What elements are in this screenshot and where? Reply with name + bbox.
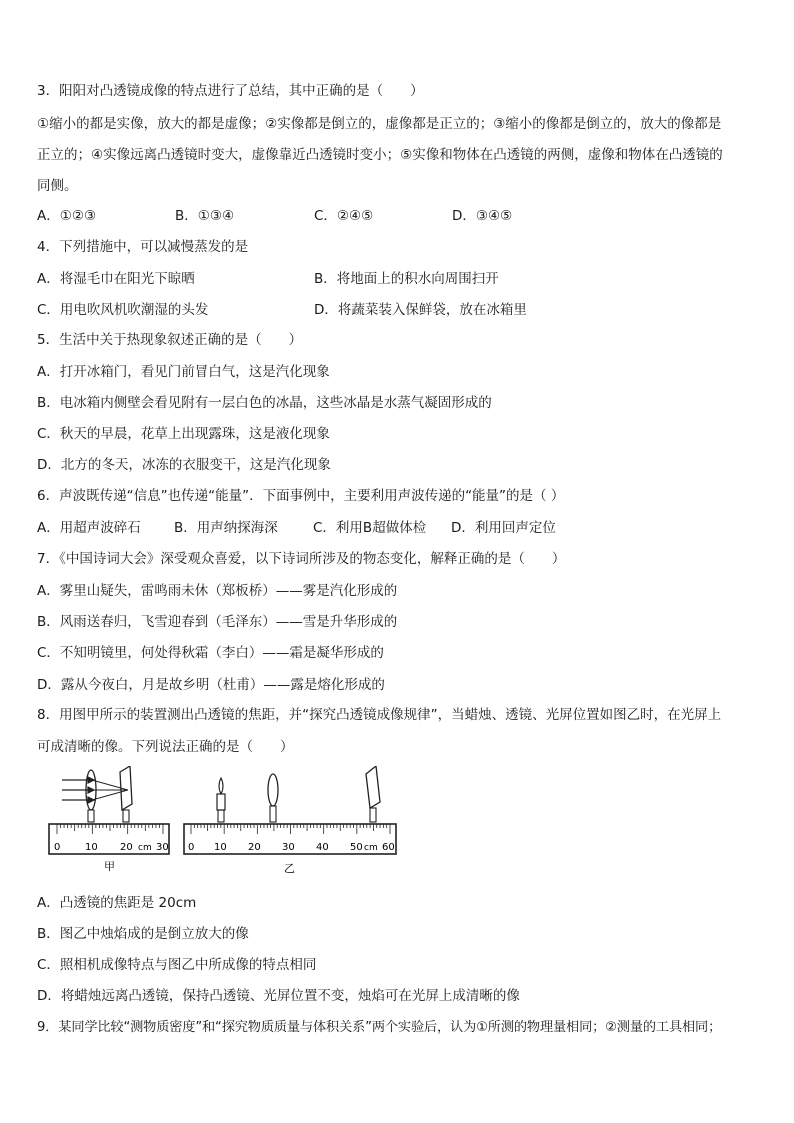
q5-stem: 5．生活中关于热现象叙述正确的是（ ） [37,332,303,348]
q7-option-a: A．雾里山疑失，雷鸣雨未休（郑板桥）——雾是汽化形成的 [37,583,398,599]
tick-label-yi-cm: cm [364,843,378,853]
figure-caption-yi: 乙 [284,862,295,875]
tick-label-jia-0: 0 [54,842,61,853]
figure-yi [184,766,396,875]
light-screen-yi [366,766,380,808]
q5-option-d: D．北方的冬天，冰冻的衣服变干，这是汽化现象 [37,457,331,473]
tick-label-yi-0: 0 [188,842,195,853]
q6-option-b: B．用声纳探海深 [174,520,278,536]
tick-label-yi-40: 40 [316,842,329,853]
optical-bench-figure [40,766,400,878]
q6-option-a: A．用超声波碎石 [37,520,141,536]
q4-option-a: A．将湿毛巾在阳光下晾晒 [37,271,195,287]
q8-option-a: A．凸透镜的焦距是 20cm [37,895,197,911]
q6-option-c: C．利用B超做体检 [313,520,427,536]
q8-stem-line2: 可成清晰的像。下列说法正确的是（ ） [37,739,294,755]
q7-option-d: D．露从今夜白，月是故乡明（杜甫）——露是熔化形成的 [37,677,385,693]
q5-option-a: A．打开冰箱门，看见门前冒白气，这是汽化现象 [37,364,330,380]
converging-rays [92,780,128,800]
q8-stem-line1: 8．用图甲所示的装置测出凸透镜的焦距，并“探究凸透镜成像规律”，当蜡烛、透镜、光屏位置如图乙时，在光屏上 [37,707,722,723]
q3-body-line3: 同侧。 [37,178,78,194]
q5-option-c: C．秋天的早晨，花草上出现露珠，这是液化现象 [37,426,330,442]
q7-option-b: B．风雨送春归，飞雪迎春到（毛泽东）——雪是升华形成的 [37,614,398,630]
q8-option-c: C．照相机成像特点与图乙中所成像的特点相同 [37,957,317,973]
candle [217,778,225,822]
q4-stem: 4．下列措施中，可以减慢蒸发的是 [37,239,249,255]
q7-option-c: C．不知明镜里，何处得秋霜（李白）——霜是凝华形成的 [37,645,384,661]
q3-body-line1: ①缩小的都是实像，放大的都是虚像；②实像都是倒立的，虚像都是正立的；③缩小的像都是倒立的，放大的像都是 [37,116,722,132]
tick-label-yi-10: 10 [214,842,227,853]
tick-label-yi-20: 20 [248,842,261,853]
convex-lens-yi [268,774,278,806]
q6-option-d: D．利用回声定位 [451,520,556,536]
figure-caption-jia: 甲 [104,860,115,873]
q3-option-b: B．①③④ [175,208,235,224]
tick-label-yi-50: 50 [350,842,363,853]
q9-stem: 9．某同学比较“测物质密度”和“探究物质质量与体积关系”两个实验后，认为①所测的物理量相同；②测量的工具相同； [37,1020,722,1035]
q6-stem: 6．声波既传递“信息”也传递“能量”．下面事例中，主要利用声波传递的“能量”的是（ ） [37,488,565,504]
tick-label-jia-30: 30 [156,842,169,853]
tick-label-jia-10: 10 [85,842,98,853]
q3-option-d: D．③④⑤ [452,208,513,224]
q3-option-a: A．①②③ [37,208,97,224]
figure-jia [49,766,169,873]
q5-option-b: B．电冰箱内侧壁会看见附有一层白色的冰晶，这些冰晶是水蒸气凝固形成的 [37,395,492,411]
q4-option-d: D．将蔬菜装入保鲜袋，放在冰箱里 [314,302,527,318]
q3-stem: 3．阳阳对凸透镜成像的特点进行了总结，其中正确的是（ ） [37,83,424,99]
tick-label-yi-30: 30 [282,842,295,853]
q3-option-c: C．②④⑤ [314,208,374,224]
q4-option-b: B．将地面上的积水向周围扫开 [314,271,499,287]
q7-stem: 7．《中国诗词大会》深受观众喜爱，以下诗词所涉及的物态变化，解释正确的是（ ） [37,551,566,567]
q4-option-c: C．用电吹风机吹潮湿的头发 [37,302,209,318]
tick-label-yi-60: 60 [382,842,395,853]
parallel-light-rays [62,777,94,803]
q8-option-b: B．图乙中烛焰成的是倒立放大的像 [37,926,249,942]
tick-label-jia-20: 20 [120,842,133,853]
q3-body-line2: 正立的；④实像远离凸透镜时变大，虚像靠近凸透镜时变小；⑤实像和物体在凸透镜的两侧，虚像和物体在凸透镜的 [37,147,723,163]
tick-label-jia-cm: cm [138,843,152,853]
q8-option-d: D．将蜡烛远离凸透镜，保持凸透镜、光屏位置不变，烛焰可在光屏上成清晰的像 [37,988,520,1004]
